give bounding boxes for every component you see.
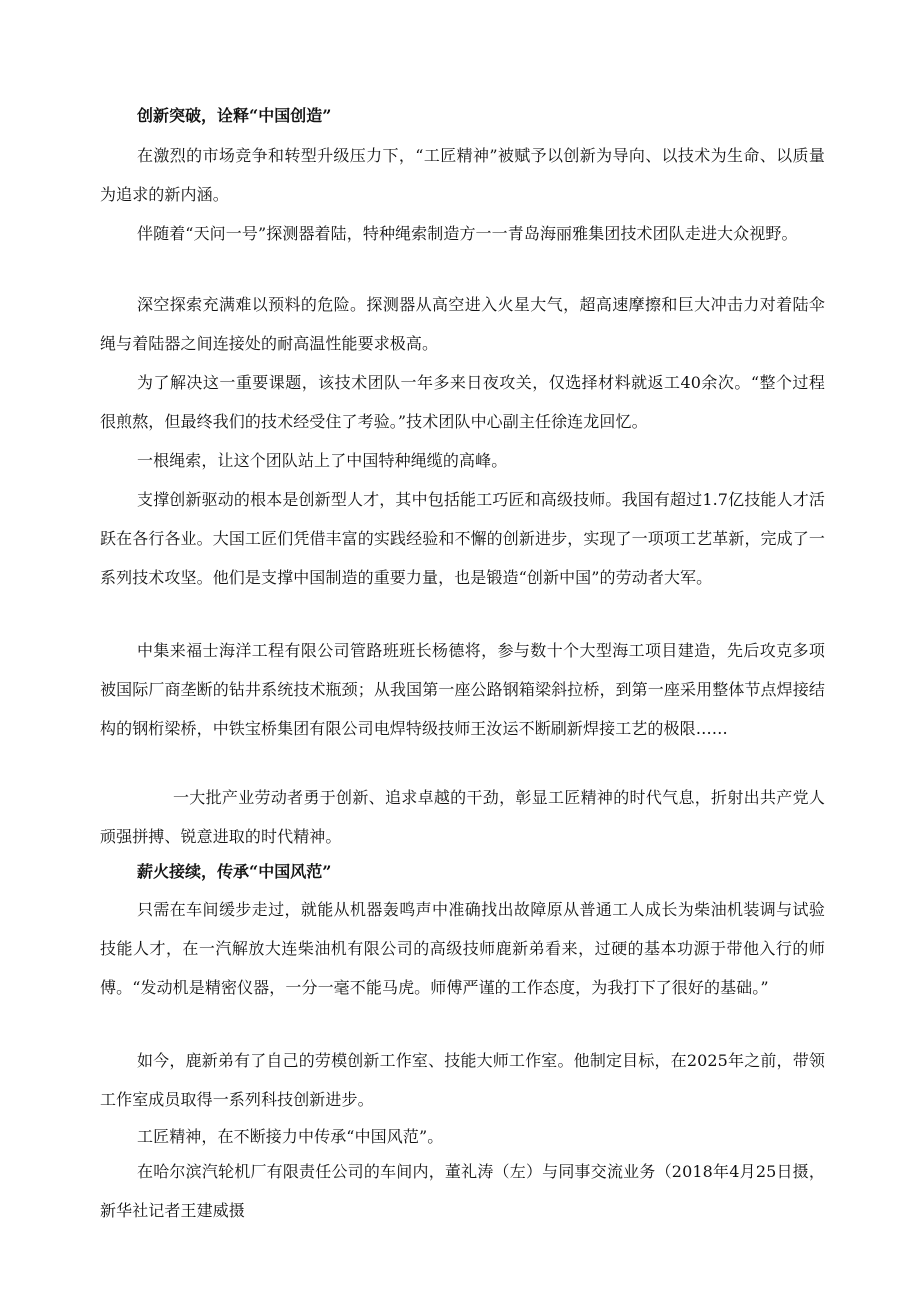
paragraph: 在激烈的市场竞争和转型升级压力下，“工匠精神”被赋予以创新为导向、以技术为生命、以质量为追求的新内涵。	[100, 146, 825, 204]
paragraph: 深空探索充满难以预料的危险。探测器从高空进入火星大气，超高速摩擦和巨大冲击力对着陆伞绳与着陆器之间连接处的耐高温性能要求极高。	[100, 295, 825, 353]
paragraph: 中集来福士海洋工程有限公司管路班班长杨德将，参与数十个大型海工项目建造，先后攻克多项被国际厂商垄断的钻井系统技术瓶颈；从我国第一座公路钢箱梁斜拉桥，到第一座采用整体节点焊接结构的钢桁梁桥，中铁宝桥集团有限公司电焊特级技师王汝运不断刷新焊接工艺的极限……	[100, 641, 825, 738]
paragraph: 一根绳索，让这个团队站上了中国特种绳缆的高峰。	[137, 451, 508, 470]
paragraph: 为了解决这一重要课题，该技术团队一年多来日夜攻关，仅选择材料就返工40余次。“整个过程很煎熬，但最终我们的技术经受住了考验。”技术团队中心副主任徐连龙回忆。	[100, 373, 825, 431]
paragraph: 伴随着“天问一号”探测器着陆，特种绳索制造方一一青岛海丽雅集团技术团队走进大众视野。	[137, 224, 798, 243]
section-heading-innovation: 创新突破，诠释“中国创造”	[137, 106, 332, 125]
photo-caption: 在哈尔滨汽轮机厂有限责任公司的车间内，董礼涛（左）与同事交流业务（2018年4月25日摄，新华社记者王建威摄	[100, 1162, 825, 1220]
paragraph: 支撑创新驱动的根本是创新型人才，其中包括能工巧匠和高级技师。我国有超过1.7亿技能人才活跃在各行各业。大国工匠们凭借丰富的实践经验和不懈的创新进步，实现了一项项工艺革新，完成了一系列技术攻坚。他们是支撑中国制造的重要力量，也是锻造“创新中国”的劳动者大军。	[100, 490, 825, 587]
paragraph: 只需在车间缓步走过，就能从机器轰鸣声中准确找出故障原从普通工人成长为柴油机装调与试验技能人才，在一汽解放大连柴油机有限公司的高级技师鹿新弟看来，过硬的基本功源于带他入行的师傅。“发动机是精密仪器，一分一毫不能马虎。师傅严谨的工作态度，为我打下了很好的基础。”	[100, 900, 825, 997]
section-heading-inheritance: 薪火接续，传承“中国风范”	[137, 862, 332, 881]
paragraph: 如今，鹿新弟有了自己的劳模创新工作室、技能大师工作室。他制定目标，在2025年之前，带领工作室成员取得一系列科技创新进步。	[100, 1051, 825, 1109]
paragraph: 一大批产业劳动者勇于创新、追求卓越的干劲，彰显工匠精神的时代气息，折射出共产党人顽强拼搏、锐意进取的时代精神。	[100, 788, 825, 846]
paragraph: 工匠精神，在不断接力中传承“中国风范”。	[137, 1127, 444, 1146]
